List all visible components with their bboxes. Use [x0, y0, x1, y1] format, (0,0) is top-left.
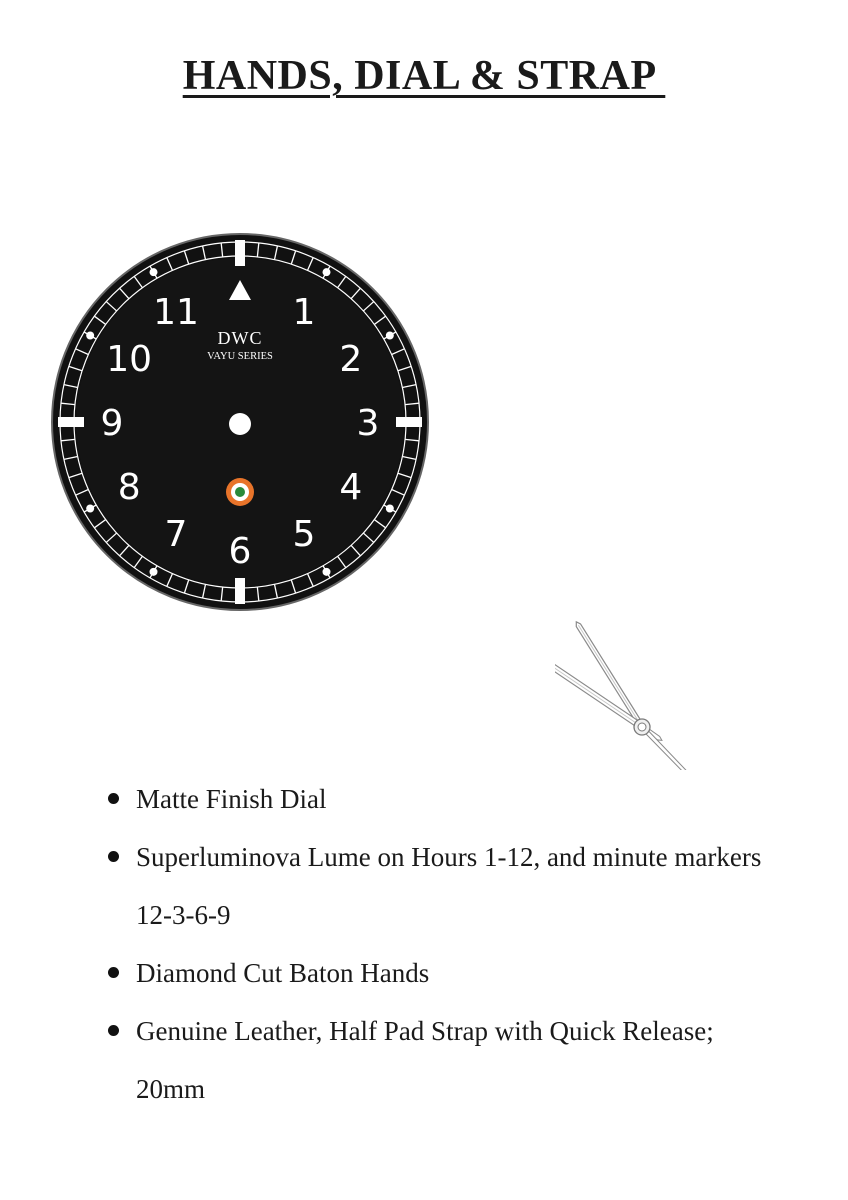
hour-dot-marker [323, 268, 331, 276]
dial-series: VAYU SERIES [207, 351, 273, 362]
hour-hand [555, 661, 644, 730]
hour-dot-marker [323, 568, 331, 576]
page-title: HANDS, DIAL & STRAP [182, 53, 666, 99]
hour-dot-marker [86, 505, 94, 513]
spec-item-text: Genuine Leather, Half Pad Strap with Quick Release; 20mm [136, 1016, 714, 1104]
hour-numeral: 3 [356, 403, 380, 444]
hour-dot-marker [150, 268, 158, 276]
hands-hub-inner [638, 723, 646, 731]
bullet-icon [108, 967, 119, 978]
hour-numeral: 5 [292, 513, 316, 555]
roundel-icon [226, 478, 254, 506]
hour-numeral: 11 [153, 292, 199, 334]
hour-numeral: 9 [100, 403, 124, 444]
bullet-icon [108, 1025, 119, 1036]
spec-item [108, 828, 768, 944]
seconds-hand [641, 726, 738, 770]
watch-hands-illustration [555, 550, 775, 770]
hour-numeral: 10 [106, 339, 153, 380]
lume-bar-marker [58, 417, 84, 427]
lume-bar-marker [396, 417, 422, 427]
spec-item [108, 770, 768, 828]
spec-item-text: Superluminova Lume on Hours 1-12, and minute markers 12-3-6-9 [136, 842, 762, 930]
hour-dot-marker [86, 332, 94, 340]
spec-item-text: Matte Finish Dial [136, 784, 327, 814]
hour-dot-marker [150, 568, 158, 576]
spec-item [108, 944, 768, 1002]
lume-bar-marker [235, 240, 245, 266]
lume-bar-marker [235, 578, 245, 604]
hour-numeral: 2 [339, 339, 363, 380]
hour-numeral: 8 [117, 467, 141, 508]
watch-dial-illustration [50, 232, 430, 612]
dial-brand: DWC [217, 328, 263, 348]
bullet-icon [108, 851, 119, 862]
hour-numeral: 6 [228, 531, 252, 572]
bullet-icon [108, 793, 119, 804]
spec-item-text: Diamond Cut Baton Hands [136, 958, 430, 988]
center-pinion [229, 413, 251, 435]
hour-numeral: 1 [292, 292, 316, 334]
hour-numeral: 4 [339, 467, 363, 508]
spec-list [108, 770, 768, 1118]
minute-hand [574, 621, 644, 729]
hour-numeral: 7 [164, 513, 188, 555]
hour-dot-marker [386, 505, 394, 513]
product-figures [0, 230, 848, 630]
spec-item [108, 1002, 768, 1118]
hour-dot-marker [386, 332, 394, 340]
